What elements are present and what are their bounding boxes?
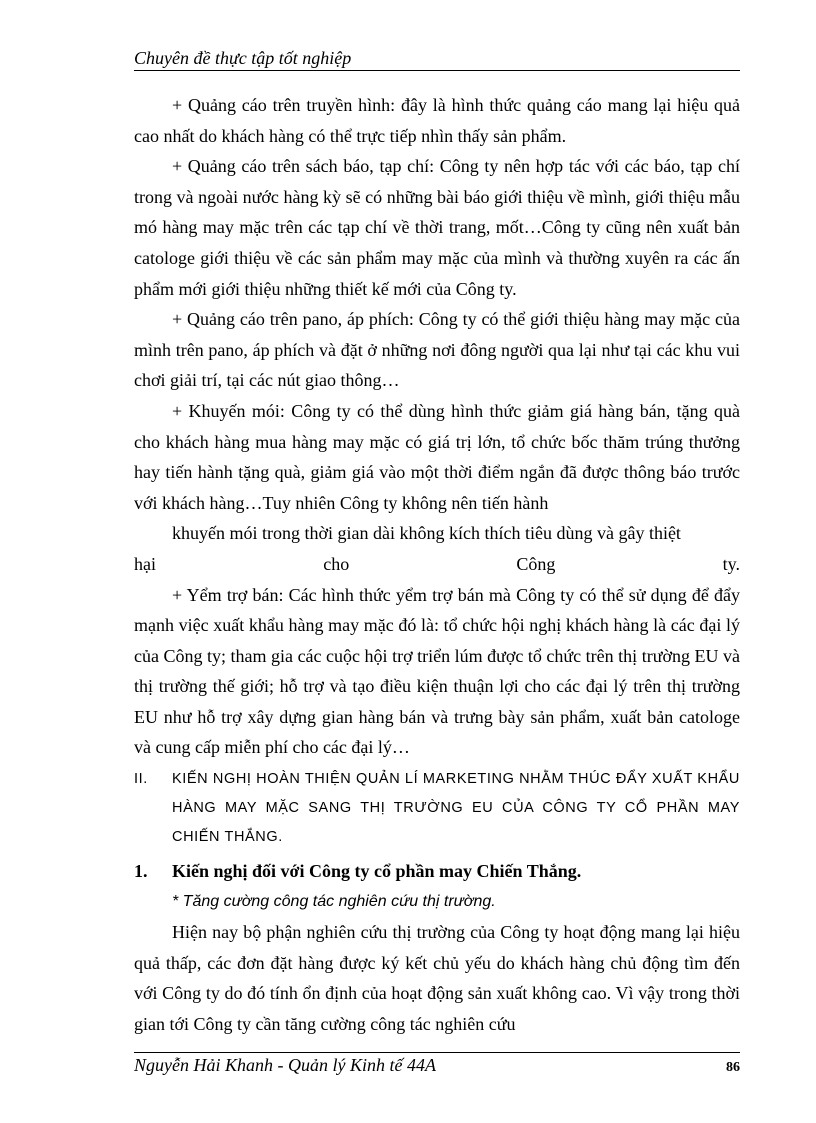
document-body xyxy=(134,90,740,1040)
spread-word: hại xyxy=(134,553,156,574)
page-number: 86 xyxy=(726,1060,740,1075)
spread-word: ty. xyxy=(722,553,740,574)
section-heading xyxy=(134,765,740,852)
page-header xyxy=(134,48,740,71)
paragraph-billboard-ads: + Quảng cáo trên pano, áp phích: Công ty có thể giới thiệu hàng may mặc của mình trên pano, áp phích và đặt ở những nơi đông người qua lại như tại các khu vui chơi giải trí, tại các nút giao thông… xyxy=(134,309,740,391)
justified-line xyxy=(134,549,740,580)
subsection-number: 1. xyxy=(134,861,148,882)
section-number: II. xyxy=(134,771,148,788)
paragraph-tv-ads: + Quảng cáo trên truyền hình: đây là hình thức quảng cáo mang lại hiệu quả cao nhất do khách hàng có thể trực tiếp nhìn thấy sản phẩm. xyxy=(134,95,740,146)
italic-subheading: * Tăng cường công tác nghiên cứu thị trường. xyxy=(172,892,496,910)
header-title: Chuyên đề thực tập tốt nghiệp xyxy=(134,48,352,68)
paragraph-promotions-continuation: khuyến mói trong thời gian dài không kích thích tiêu dùng và gây thiệt xyxy=(172,523,681,544)
spread-word: cho xyxy=(323,553,350,574)
subsection-heading xyxy=(134,856,740,887)
section-title: KIẾN NGHỊ HOÀN THIỆN QUẢN LÍ MARKETING NHẰM THÚC ĐẨY XUẤT KHẨU HÀNG MAY MẶC SANG THỊ TRƯỜNG EU CỦA CÔNG TY CỔ PHẦN MAY CHIẾN THẮNG. xyxy=(172,771,740,846)
paragraph-sales-support: + Yểm trợ bán: Các hình thức yểm trợ bán mà Công ty có thể sử dụng để đẩy mạnh việc xuất khẩu hàng may mặc đó là: tổ chức hội nghị khách hàng là các đại lý của Công ty; tham gia các cuộc hội trợ triển lúm được tổ chức trên thị trường EU và thị trường thế giới; hỗ trợ và tạo điều kiện thuận lợi cho các đại lý trên thị trường EU như hỗ trợ xây dựng gian hàng bán và trưng bày sản phẩm, xuất bản catologe và cung cấp miễn phí cho các đại lý… xyxy=(134,584,740,758)
subsection-title: Kiến nghị đối với Công ty cổ phần may Chiến Thắng. xyxy=(172,861,582,882)
footer-author: Nguyễn Hải Khanh - Quản lý Kinh tế 44A xyxy=(134,1055,436,1075)
paragraph-print-ads: + Quảng cáo trên sách báo, tạp chí: Công ty nên hợp tác với các báo, tạp chí trong và ngoài nước hàng kỳ sẽ có những bài báo giới thiệu về mình, giới thiệu mẫu mó hàng may mặc trên các tạp chí về thời trang, mốt…Công ty cũng nên xuất bản catologe giới thiệu về các sản phẩm may mặc của mình và thường xuyên ra các ấn phẩm mới giới thiệu những thiết kế mới của Công ty. xyxy=(134,156,740,299)
paragraph-promotions: + Khuyến mói: Công ty có thể dùng hình thức giảm giá hàng bán, tặng quà cho khách hàng mua hàng may mặc có giá trị lớn, tổ chức bốc thăm trúng thưởng hay tiến hành tặng quà, giảm giá vào một thời điểm ngắn đã được thông báo trước với khách hàng…Tuy nhiên Công ty không nên tiến hành xyxy=(134,400,740,513)
paragraph-market-research: Hiện nay bộ phận nghiên cứu thị trường của Công ty hoạt động mang lại hiệu quả thấp, các đơn đặt hàng được ký kết chủ yếu do khách hàng chủ động tìm đến với Công ty do đó tính ổn định của hoạt động sản xuất không cao. Vì vậy trong thời gian tới Công ty cần tăng cường công tác nghiên cứu xyxy=(134,922,740,1035)
spread-word: Công xyxy=(516,553,556,574)
page-footer xyxy=(134,1052,740,1076)
